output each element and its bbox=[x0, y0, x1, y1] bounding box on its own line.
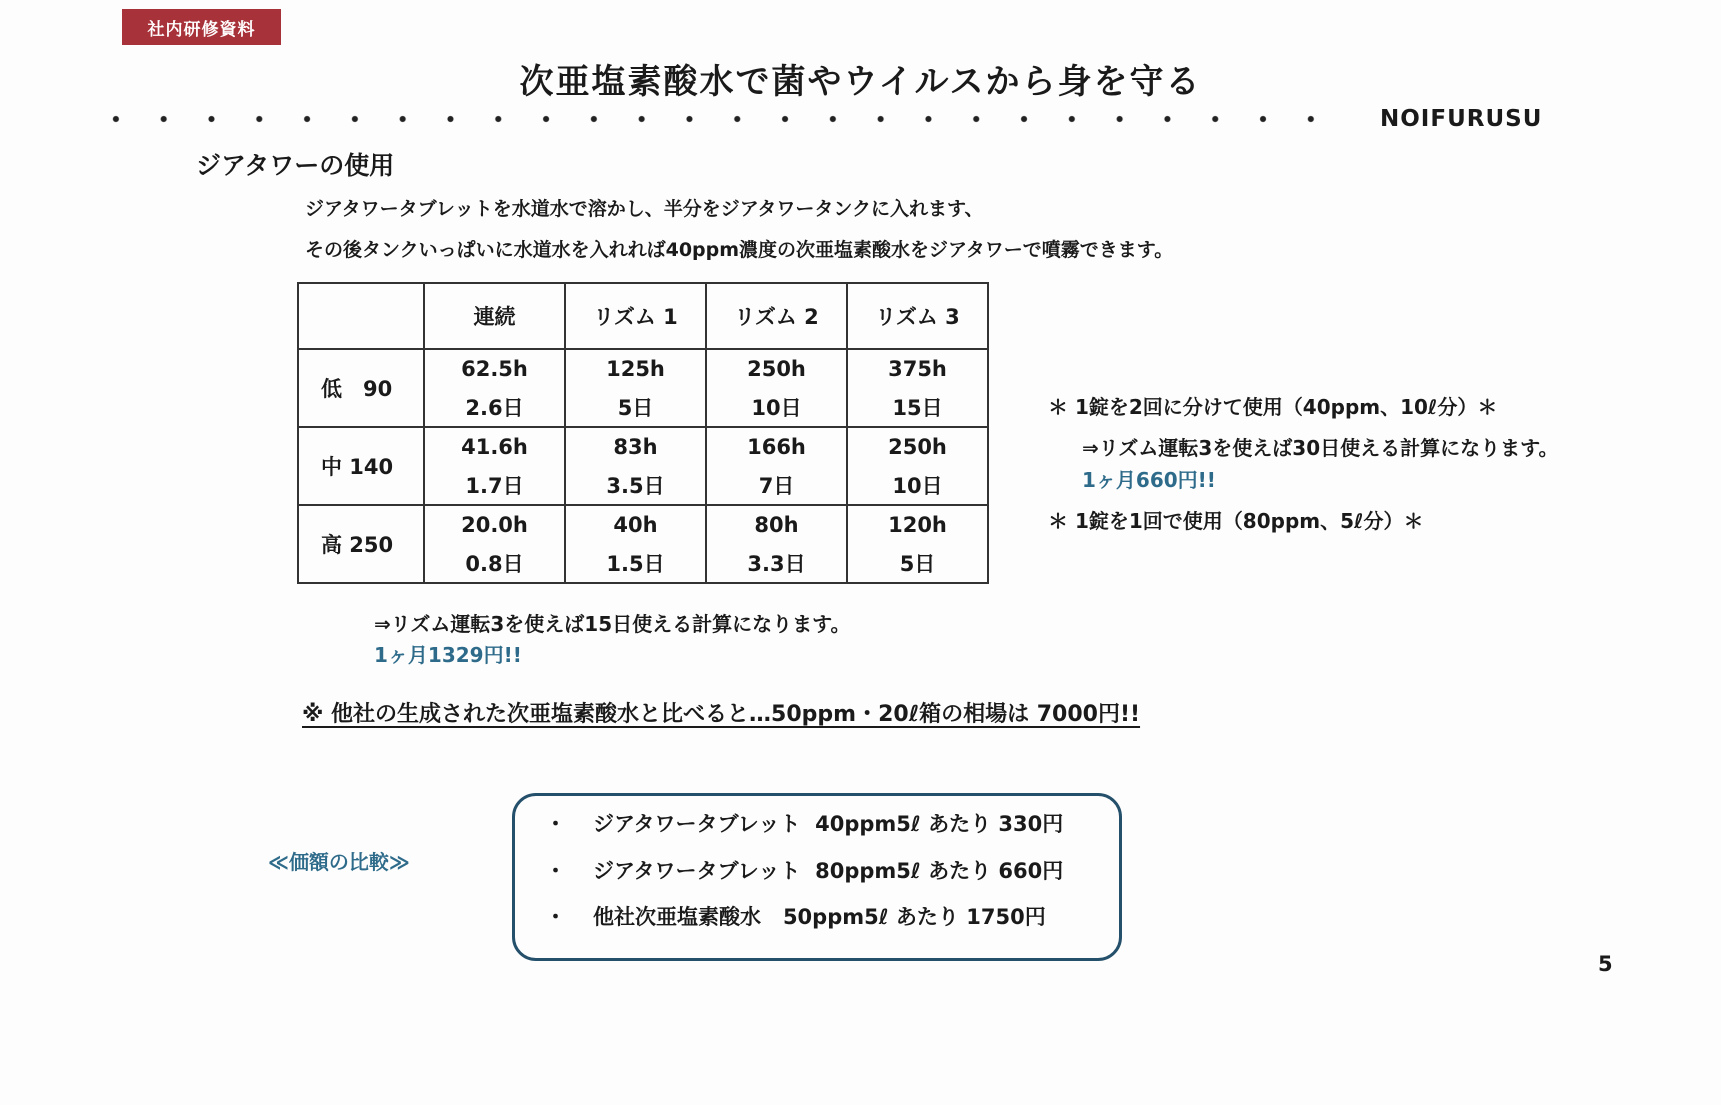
price-item-spec: 80ppm5ℓ あたり 660円 bbox=[815, 859, 1064, 883]
intro-line-1: ジアタワータブレットを水道水で溶かし、半分をジアタワータンクに入れます、 bbox=[305, 198, 984, 220]
table-header: 連続 bbox=[424, 283, 565, 349]
rhythm-note: ⇒リズム運転3を使えば15日使える計算になります。 bbox=[374, 612, 851, 636]
hours-cell: 250h bbox=[706, 349, 847, 388]
document-tag: 社内研修資料 bbox=[122, 9, 281, 45]
usage-note-1-sub: ⇒リズム運転3を使えば30日使える計算になります。 bbox=[1082, 436, 1559, 460]
bullet-icon: ・ bbox=[545, 812, 566, 836]
hours-cell: 20.0h bbox=[424, 505, 565, 544]
hours-cell: 83h bbox=[565, 427, 706, 466]
usage-note-1: ＊ 1錠を2回に分けて使用（40ppm、10ℓ分）＊ bbox=[1048, 395, 1498, 419]
price-item-name: ジアタワータブレット bbox=[593, 859, 801, 883]
price-comparison-label: ≪価額の比較≫ bbox=[268, 850, 410, 874]
price-comparison-box bbox=[512, 793, 1122, 961]
table-header: リズム 1 bbox=[565, 283, 706, 349]
brand-name: NOIFURUSU bbox=[1380, 106, 1543, 132]
bullet-icon: ・ bbox=[545, 859, 566, 883]
days-cell: 5日 bbox=[565, 388, 706, 427]
usage-table bbox=[297, 282, 989, 584]
price-item bbox=[545, 855, 1063, 885]
level-label: 中 140 bbox=[298, 427, 424, 505]
price-item-spec: 50ppm5ℓ あたり 1750円 bbox=[782, 905, 1046, 929]
days-cell: 0.8日 bbox=[424, 544, 565, 583]
table-header-row bbox=[298, 283, 988, 349]
price-item bbox=[545, 808, 1063, 838]
days-cell: 10日 bbox=[706, 388, 847, 427]
table-header-empty bbox=[298, 283, 424, 349]
days-cell: 2.6日 bbox=[424, 388, 565, 427]
usage-note-2: ＊ 1錠を1回で使用（80ppm、5ℓ分）＊ bbox=[1048, 509, 1424, 533]
days-cell: 7日 bbox=[706, 466, 847, 505]
page-number: 5 bbox=[1598, 952, 1613, 976]
section-title: ジアタワーの使用 bbox=[196, 151, 395, 180]
hours-cell: 80h bbox=[706, 505, 847, 544]
days-cell: 3.3日 bbox=[706, 544, 847, 583]
hours-cell: 40h bbox=[565, 505, 706, 544]
hours-cell: 62.5h bbox=[424, 349, 565, 388]
table-row bbox=[298, 505, 988, 544]
dotted-divider bbox=[92, 112, 1352, 126]
days-cell: 1.7日 bbox=[424, 466, 565, 505]
days-cell: 5日 bbox=[847, 544, 988, 583]
hours-cell: 166h bbox=[706, 427, 847, 466]
price-item-name: 他社次亜塩素酸水 bbox=[593, 905, 761, 929]
hours-cell: 250h bbox=[847, 427, 988, 466]
hours-cell: 41.6h bbox=[424, 427, 565, 466]
level-label: 高 250 bbox=[298, 505, 424, 583]
usage-note-1-price: 1ヶ月660円!! bbox=[1082, 468, 1216, 492]
hours-cell: 125h bbox=[565, 349, 706, 388]
table-row bbox=[298, 427, 988, 466]
monthly-price-note: 1ヶ月1329円!! bbox=[374, 643, 522, 667]
price-item-name: ジアタワータブレット bbox=[593, 812, 801, 836]
days-cell: 10日 bbox=[847, 466, 988, 505]
price-item-spec: 40ppm5ℓ あたり 330円 bbox=[815, 812, 1064, 836]
intro-line-2: その後タンクいっぱいに水道水を入れれば40ppm濃度の次亜塩素酸水をジアタワーで噴霧できます。 bbox=[305, 239, 1174, 261]
hours-cell: 120h bbox=[847, 505, 988, 544]
days-cell: 3.5日 bbox=[565, 466, 706, 505]
price-item bbox=[545, 901, 1046, 931]
page-title: 次亜塩素酸水で菌やウイルスから身を守る bbox=[519, 62, 1202, 102]
table-header: リズム 3 bbox=[847, 283, 988, 349]
days-cell: 1.5日 bbox=[565, 544, 706, 583]
table-row bbox=[298, 349, 988, 388]
bullet-icon: ・ bbox=[545, 905, 566, 929]
level-label: 低 90 bbox=[298, 349, 424, 427]
days-cell: 15日 bbox=[847, 388, 988, 427]
table-header: リズム 2 bbox=[706, 283, 847, 349]
competitor-comparison: ※ 他社の生成された次亜塩素酸水と比べると…50ppm・20ℓ箱の相場は 7000円!! bbox=[302, 702, 1141, 727]
hours-cell: 375h bbox=[847, 349, 988, 388]
